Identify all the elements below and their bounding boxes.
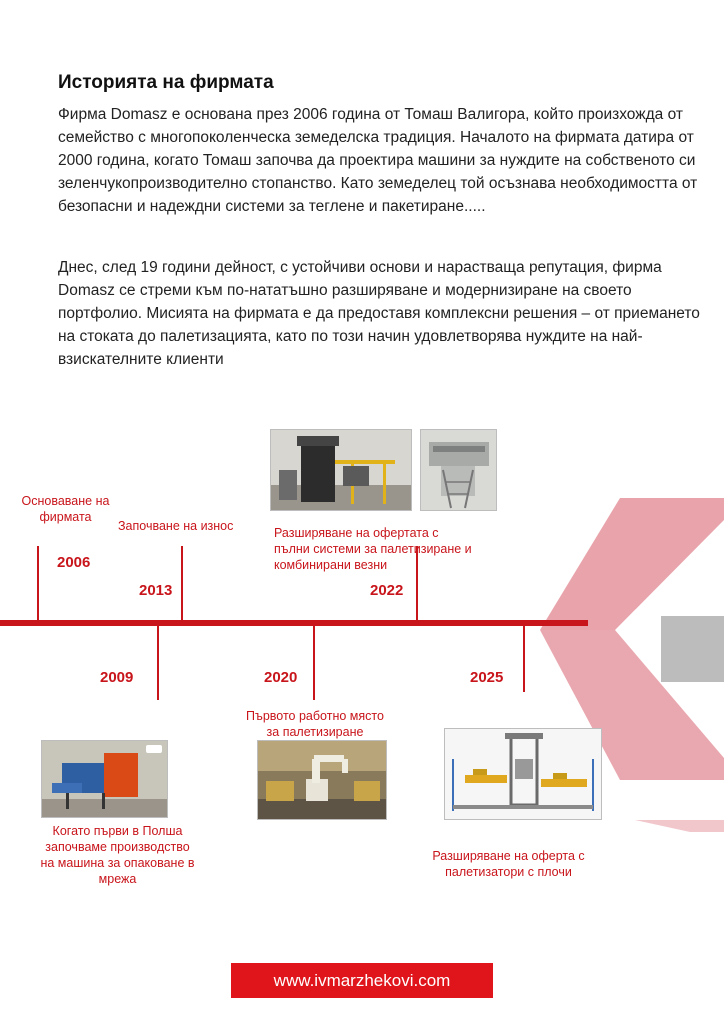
page-title: Историята на фирмата: [58, 72, 274, 93]
intro-paragraph-2: Днес, след 19 години дейност, с устойчиви основи и нарастваща репутация, фирма Domasz се стреми към по-нататъшно разширяване и модернизиране на своето портфолио. Мисията на фирмата е да предоставя комплексни решения – от приемането на стоката до палетизацията, като по този начин удовлетворява нуждите на най-взискателните клиенти: [58, 259, 700, 368]
chevron-upper-band: [540, 498, 724, 630]
timeline-tick-2025: [523, 626, 525, 692]
year-2009: 2009: [100, 669, 134, 686]
decorative-grey-square: [661, 616, 724, 682]
year-2006: 2006: [57, 554, 91, 571]
photo-net-packing-machine: [41, 740, 168, 818]
milestone-label-2013: Започване на износ: [118, 519, 234, 533]
timeline-tick-2013: [181, 546, 183, 620]
milestone-label-2020: Първото работно място за палетизиране: [246, 709, 384, 739]
milestone-label-2022: Разширяване на офертата с пълни системи за палетизиране и комбинирани везни: [274, 526, 472, 572]
photo-palletizing-robot: [257, 740, 387, 820]
timeline-tick-2006: [37, 546, 39, 620]
year-2020: 2020: [264, 669, 298, 686]
timeline-tick-2009: [157, 626, 159, 700]
year-2013: 2013: [139, 582, 173, 599]
photo-combination-weigher: [420, 429, 497, 511]
photo-weighing-system: [270, 429, 412, 511]
year-2025: 2025: [470, 669, 504, 686]
milestone-label-2006: Основаване на фирмата: [21, 494, 110, 524]
website-link[interactable]: www.ivmarzhekovi.com: [231, 963, 493, 998]
chevron-tail-band: [635, 820, 724, 832]
intro-paragraph-1: Фирма Domasz е основана през 2006 година от Томаш Валигора, който произхожда от семейство с многопоколенческа земеделска традиция. Началото на фирмата датира от 2000 година, когато Томаш започва да проектира машини за нуждите на собственото си зеленчукопроизводително стопанство. Като земеделец той осъзнава необходимостта от безопасни и надеждни системи за теглене и пакетиране.....: [58, 106, 698, 215]
timeline-tick-2020: [313, 626, 315, 700]
year-2022: 2022: [370, 582, 404, 599]
timeline-line: [0, 620, 588, 626]
milestone-label-2025: Разширяване на оферта с палетизатори с плочи: [432, 849, 585, 879]
milestone-label-2009: Когато първи в Полша започваме производство на машина за опаковане в мрежа: [40, 824, 195, 886]
photo-plate-palletizer: [444, 728, 602, 820]
